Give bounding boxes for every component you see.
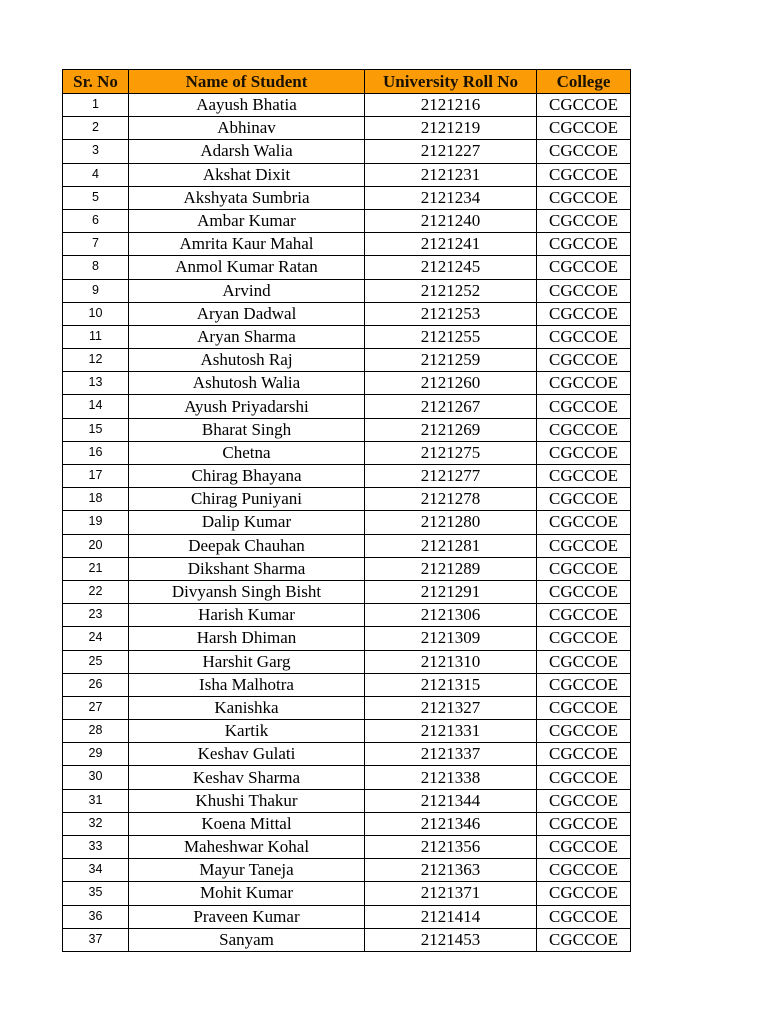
student-name-cell: Maheshwar Kohal [129,836,365,859]
roll-no-cell: 2121327 [365,696,537,719]
student-name-cell: Akshyata Sumbria [129,186,365,209]
student-name-cell: Ashutosh Walia [129,372,365,395]
student-name-cell: Ayush Priyadarshi [129,395,365,418]
table-row [63,279,631,302]
sr-no-cell: 29 [63,743,129,766]
student-name-cell: Bharat Singh [129,418,365,441]
college-cell: CGCCOE [537,441,631,464]
table-row [63,140,631,163]
table-row [63,256,631,279]
sr-no-cell: 37 [63,928,129,951]
header-college: College [537,70,631,94]
roll-no-cell: 2121241 [365,233,537,256]
student-name-cell: Chirag Puniyani [129,488,365,511]
student-name-cell: Mohit Kumar [129,882,365,905]
student-name-cell: Arvind [129,279,365,302]
college-cell: CGCCOE [537,534,631,557]
college-cell: CGCCOE [537,627,631,650]
student-name-cell: Kanishka [129,696,365,719]
college-cell: CGCCOE [537,325,631,348]
table-row [63,511,631,534]
roll-no-cell: 2121240 [365,209,537,232]
student-name-cell: Koena Mittal [129,812,365,835]
student-name-cell: Ambar Kumar [129,209,365,232]
header-name: Name of Student [129,70,365,94]
table-row [63,186,631,209]
sr-no-cell: 31 [63,789,129,812]
sr-no-cell: 16 [63,441,129,464]
roll-no-cell: 2121337 [365,743,537,766]
college-cell: CGCCOE [537,186,631,209]
sr-no-cell: 20 [63,534,129,557]
student-name-cell: Aayush Bhatia [129,94,365,117]
college-cell: CGCCOE [537,209,631,232]
college-cell: CGCCOE [537,859,631,882]
sr-no-cell: 33 [63,836,129,859]
roll-no-cell: 2121315 [365,673,537,696]
roll-no-cell: 2121280 [365,511,537,534]
sr-no-cell: 19 [63,511,129,534]
header-row [63,70,631,94]
sr-no-cell: 6 [63,209,129,232]
college-cell: CGCCOE [537,511,631,534]
table-row [63,349,631,372]
college-cell: CGCCOE [537,395,631,418]
table-row [63,720,631,743]
table-body [63,94,631,952]
roll-no-cell: 2121216 [365,94,537,117]
student-name-cell: Isha Malhotra [129,673,365,696]
sr-no-cell: 24 [63,627,129,650]
table-row [63,488,631,511]
college-cell: CGCCOE [537,465,631,488]
roll-no-cell: 2121331 [365,720,537,743]
sr-no-cell: 23 [63,604,129,627]
table-row [63,766,631,789]
student-name-cell: Ashutosh Raj [129,349,365,372]
student-name-cell: Keshav Sharma [129,766,365,789]
college-cell: CGCCOE [537,488,631,511]
student-name-cell: Harsh Dhiman [129,627,365,650]
college-cell: CGCCOE [537,418,631,441]
college-cell: CGCCOE [537,233,631,256]
sr-no-cell: 21 [63,557,129,580]
roll-no-cell: 2121346 [365,812,537,835]
roll-no-cell: 2121338 [365,766,537,789]
college-cell: CGCCOE [537,557,631,580]
sr-no-cell: 26 [63,673,129,696]
sr-no-cell: 18 [63,488,129,511]
student-name-cell: Mayur Taneja [129,859,365,882]
student-name-cell: Chirag Bhayana [129,465,365,488]
roll-no-cell: 2121278 [365,488,537,511]
sr-no-cell: 13 [63,372,129,395]
roll-no-cell: 2121356 [365,836,537,859]
table-row [63,604,631,627]
sr-no-cell: 12 [63,349,129,372]
college-cell: CGCCOE [537,882,631,905]
college-cell: CGCCOE [537,349,631,372]
roll-no-cell: 2121260 [365,372,537,395]
sr-no-cell: 34 [63,859,129,882]
roll-no-cell: 2121227 [365,140,537,163]
roll-no-cell: 2121371 [365,882,537,905]
college-cell: CGCCOE [537,94,631,117]
sr-no-cell: 11 [63,325,129,348]
college-cell: CGCCOE [537,140,631,163]
roll-no-cell: 2121306 [365,604,537,627]
student-name-cell: Amrita Kaur Mahal [129,233,365,256]
roll-no-cell: 2121289 [365,557,537,580]
table-row [63,233,631,256]
sr-no-cell: 5 [63,186,129,209]
table-row [63,650,631,673]
roll-no-cell: 2121267 [365,395,537,418]
roll-no-cell: 2121344 [365,789,537,812]
college-cell: CGCCOE [537,836,631,859]
student-name-cell: Aryan Dadwal [129,302,365,325]
sr-no-cell: 35 [63,882,129,905]
table-row [63,580,631,603]
sr-no-cell: 9 [63,279,129,302]
sr-no-cell: 3 [63,140,129,163]
sr-no-cell: 32 [63,812,129,835]
sr-no-cell: 15 [63,418,129,441]
student-name-cell: Abhinav [129,117,365,140]
sr-no-cell: 10 [63,302,129,325]
student-name-cell: Dalip Kumar [129,511,365,534]
student-name-cell: Praveen Kumar [129,905,365,928]
student-name-cell: Adarsh Walia [129,140,365,163]
roll-no-cell: 2121363 [365,859,537,882]
college-cell: CGCCOE [537,766,631,789]
roll-no-cell: 2121231 [365,163,537,186]
college-cell: CGCCOE [537,604,631,627]
table-row [63,882,631,905]
student-name-cell: Harshit Garg [129,650,365,673]
table-row [63,372,631,395]
table-row [63,743,631,766]
sr-no-cell: 1 [63,94,129,117]
college-cell: CGCCOE [537,812,631,835]
header-sr-no: Sr. No [63,70,129,94]
college-cell: CGCCOE [537,905,631,928]
sr-no-cell: 22 [63,580,129,603]
college-cell: CGCCOE [537,580,631,603]
table-row [63,789,631,812]
table-row [63,441,631,464]
student-name-cell: Deepak Chauhan [129,534,365,557]
roll-no-cell: 2121281 [365,534,537,557]
student-name-cell: Dikshant Sharma [129,557,365,580]
college-cell: CGCCOE [537,696,631,719]
student-name-cell: Akshat Dixit [129,163,365,186]
student-name-cell: Sanyam [129,928,365,951]
sr-no-cell: 30 [63,766,129,789]
table-row [63,302,631,325]
college-cell: CGCCOE [537,650,631,673]
student-name-cell: Keshav Gulati [129,743,365,766]
roll-no-cell: 2121309 [365,627,537,650]
table-row [63,94,631,117]
college-cell: CGCCOE [537,279,631,302]
table-row [63,627,631,650]
table-row [63,928,631,951]
table-row [63,117,631,140]
roll-no-cell: 2121310 [365,650,537,673]
roll-no-cell: 2121219 [365,117,537,140]
table-row [63,534,631,557]
college-cell: CGCCOE [537,256,631,279]
student-name-cell: Anmol Kumar Ratan [129,256,365,279]
table-row [63,557,631,580]
roll-no-cell: 2121414 [365,905,537,928]
student-name-cell: Khushi Thakur [129,789,365,812]
college-cell: CGCCOE [537,163,631,186]
table-row [63,696,631,719]
student-name-cell: Chetna [129,441,365,464]
roll-no-cell: 2121275 [365,441,537,464]
student-name-cell: Harish Kumar [129,604,365,627]
college-cell: CGCCOE [537,302,631,325]
sr-no-cell: 14 [63,395,129,418]
table-row [63,325,631,348]
roll-no-cell: 2121277 [365,465,537,488]
table-row [63,395,631,418]
roll-no-cell: 2121252 [365,279,537,302]
sr-no-cell: 2 [63,117,129,140]
college-cell: CGCCOE [537,117,631,140]
table-row [63,465,631,488]
roll-no-cell: 2121269 [365,418,537,441]
table-row [63,418,631,441]
table-row [63,836,631,859]
roll-no-cell: 2121234 [365,186,537,209]
table-row [63,673,631,696]
table-row [63,163,631,186]
sr-no-cell: 27 [63,696,129,719]
roll-no-cell: 2121291 [365,580,537,603]
table-row [63,812,631,835]
college-cell: CGCCOE [537,928,631,951]
student-name-cell: Kartik [129,720,365,743]
roll-no-cell: 2121245 [365,256,537,279]
college-cell: CGCCOE [537,372,631,395]
sr-no-cell: 36 [63,905,129,928]
roll-no-cell: 2121259 [365,349,537,372]
sr-no-cell: 8 [63,256,129,279]
college-cell: CGCCOE [537,743,631,766]
roll-no-cell: 2121253 [365,302,537,325]
header-roll: University Roll No [365,70,537,94]
sr-no-cell: 17 [63,465,129,488]
table-row [63,905,631,928]
roll-no-cell: 2121453 [365,928,537,951]
student-name-cell: Aryan Sharma [129,325,365,348]
table-row [63,859,631,882]
table-header [63,70,631,94]
sr-no-cell: 25 [63,650,129,673]
student-table [62,69,631,952]
sr-no-cell: 7 [63,233,129,256]
college-cell: CGCCOE [537,720,631,743]
roll-no-cell: 2121255 [365,325,537,348]
college-cell: CGCCOE [537,673,631,696]
sr-no-cell: 28 [63,720,129,743]
student-name-cell: Divyansh Singh Bisht [129,580,365,603]
table-row [63,209,631,232]
college-cell: CGCCOE [537,789,631,812]
sr-no-cell: 4 [63,163,129,186]
